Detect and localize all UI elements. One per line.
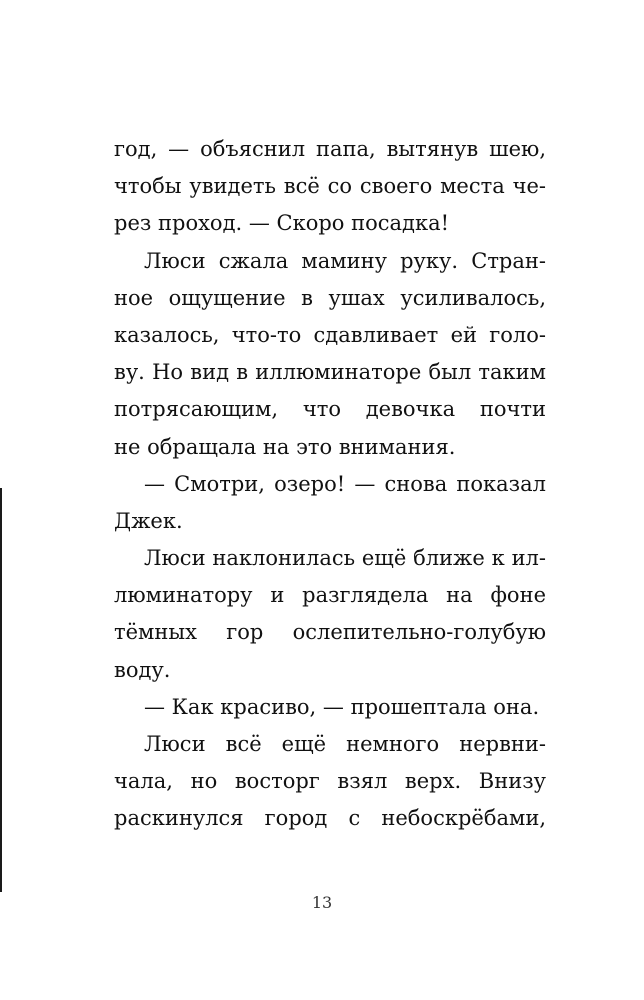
text-line: рез проход. — Скоро посадка! xyxy=(114,211,450,236)
text-line: Джек. xyxy=(114,508,183,533)
text-line: — Как красиво, — прошептала она. xyxy=(144,694,540,719)
text-line: казалось, что-то сдавливает ей голо- xyxy=(114,322,546,347)
body-text xyxy=(114,131,546,838)
text-line: Люси сжала мамину руку. Стран- xyxy=(144,248,546,273)
text-line: тёмных гор ослепительно-голубую xyxy=(114,620,546,645)
text-line: воду. xyxy=(114,657,171,682)
text-line: чала, но восторг взял верх. Внизу xyxy=(114,769,546,794)
text-line: ное ощущение в ушах усиливалось, xyxy=(114,285,546,310)
text-line: раскинулся город с небоскрёбами, xyxy=(114,806,546,831)
page-edge-mark xyxy=(0,488,2,892)
text-line: ву. Но вид в иллюминаторе был таким xyxy=(114,360,546,385)
page-number: 13 xyxy=(311,893,333,912)
text-line: люминатору и разглядела на фоне xyxy=(114,583,546,608)
text-line: — Смотри, озеро! — снова показал xyxy=(144,471,546,496)
text-line: Люси всё ещё немного нервни- xyxy=(144,732,546,756)
text-line: год, — объяснил папа, вытянув шею, xyxy=(114,137,546,161)
text-line: не обращала на это внимания. xyxy=(114,434,456,459)
text-line: потрясающим, что девочка почти xyxy=(114,397,546,422)
text-line: Люси наклонилась ещё ближе к ил- xyxy=(144,546,546,571)
text-line: чтобы увидеть всё со своего места че- xyxy=(114,174,546,199)
